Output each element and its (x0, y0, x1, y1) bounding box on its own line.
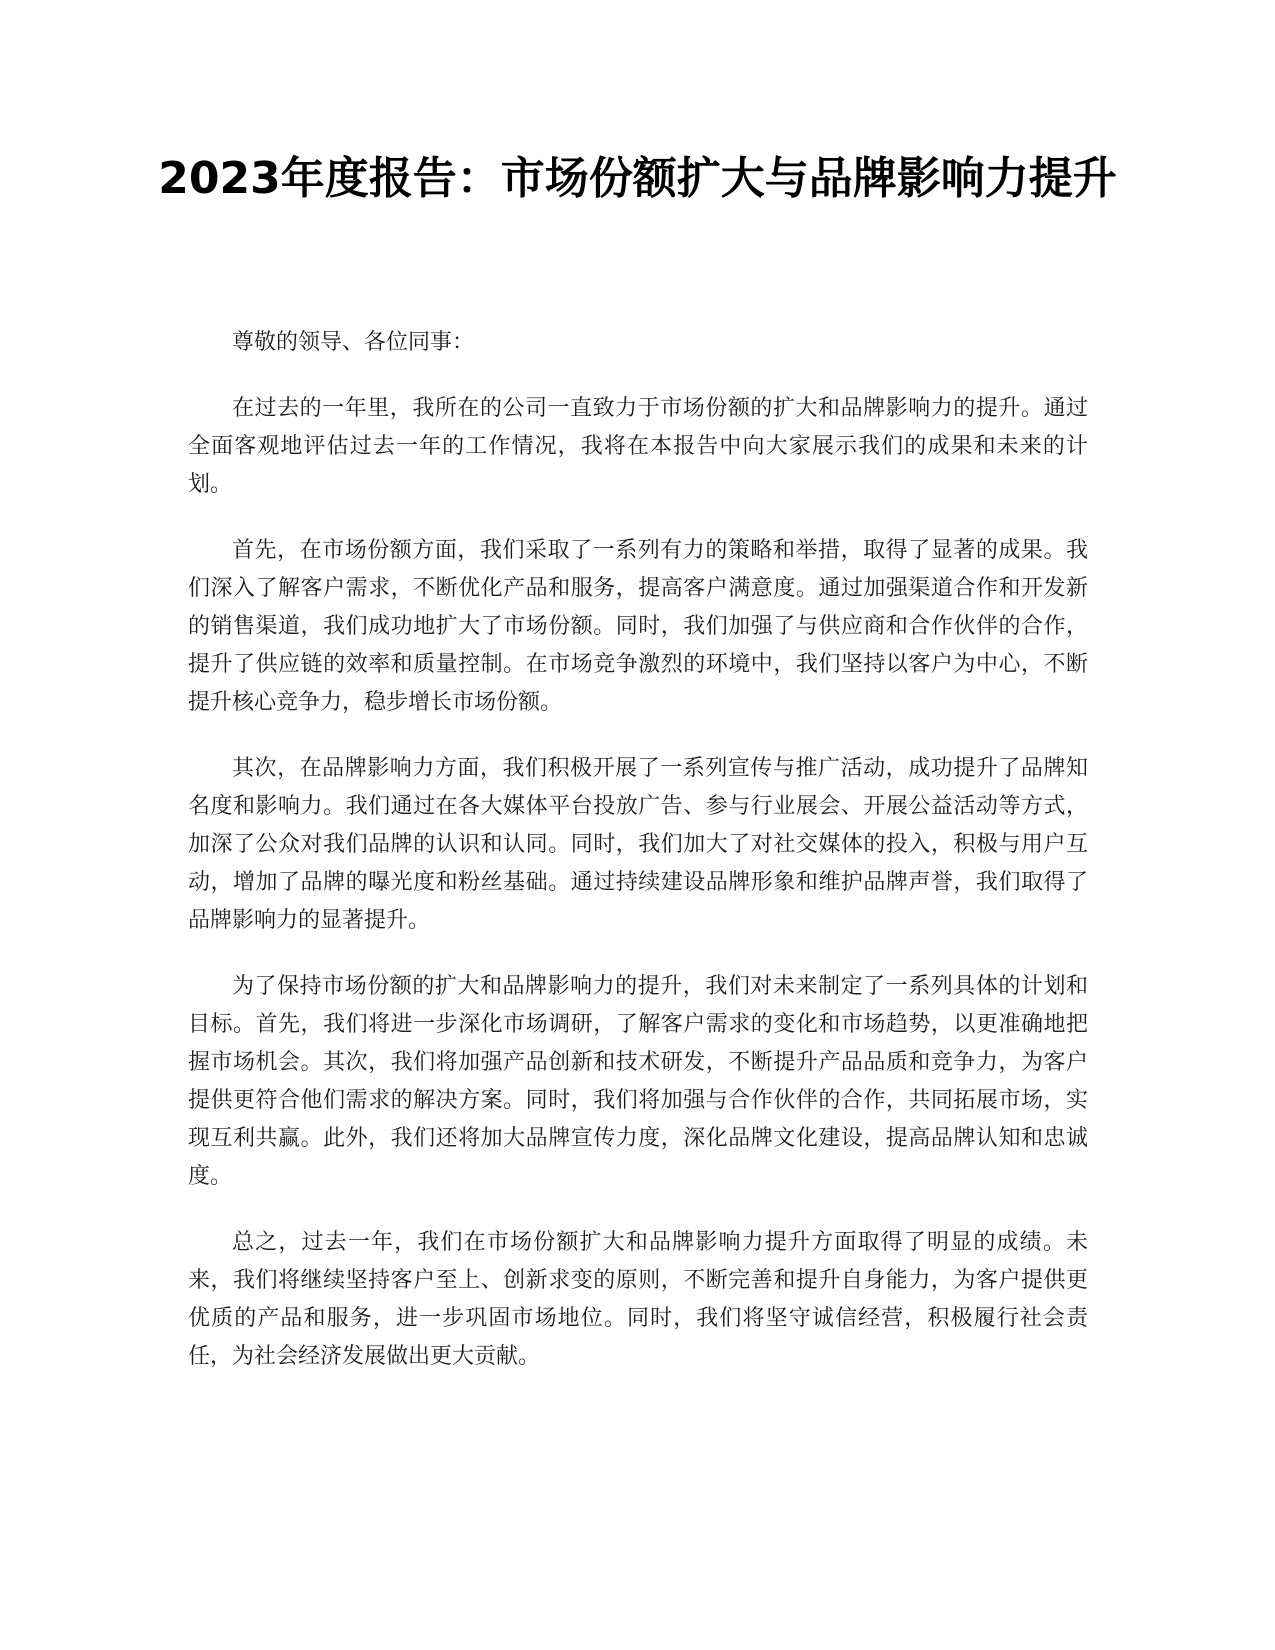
paragraph-future-plans: 为了保持市场份额的扩大和品牌影响力的提升，我们对未来制定了一系列具体的计划和目标。首先，我们将进一步深化市场调研，了解客户需求的变化和市场趋势，以更准确地把握市场机会。其次，我们将加强产品创新和技术研发，不断提升产品品质和竞争力，为客户提供更符合他们需求的解决方案。同时，我们将加强与合作伙伴的合作，共同拓展市场，实现互利共赢。此外，我们还将加大品牌宣传力度，深化品牌文化建设，提高品牌认知和忠诚度。 (188, 974, 1088, 1189)
paragraph-brand-influence: 其次，在品牌影响力方面，我们积极开展了一系列宣传与推广活动，成功提升了品牌知名度和影响力。我们通过在各大媒体平台投放广告、参与行业展会、开展公益活动等方式，加深了公众对我们品牌的认识和认同。同时，我们加大了对社交媒体的投入，积极与用户互动，增加了品牌的曝光度和粉丝基础。通过持续建设品牌形象和维护品牌声誉，我们取得了品牌影响力的显著提升。 (188, 756, 1088, 933)
paragraph-market-share: 首先，在市场份额方面，我们采取了一系列有力的策略和举措，取得了显著的成果。我们深入了解客户需求，不断优化产品和服务，提高客户满意度。通过加强渠道合作和开发新的销售渠道，我们成功地扩大了市场份额。同时，我们加强了与供应商和合作伙伴的合作，提升了供应链的效率和质量控制。在市场竞争激烈的环境中，我们坚持以客户为中心，不断提升核心竞争力，稳步增长市场份额。 (188, 538, 1088, 715)
document-body (188, 324, 1088, 1404)
document-title: 2023年度报告：市场份额扩大与品牌影响力提升 (158, 153, 1117, 204)
paragraph-conclusion: 总之，过去一年，我们在市场份额扩大和品牌影响力提升方面取得了明显的成绩。未来，我们将继续坚持客户至上、创新求变的原则，不断完善和提升自身能力，为客户提供更优质的产品和服务，进一步巩固市场地位。同时，我们将坚守诚信经营，积极履行社会责任，为社会经济发展做出更大贡献。 (188, 1230, 1088, 1369)
greeting: 尊敬的领导、各位同事： (232, 330, 475, 355)
paragraph-intro: 在过去的一年里，我所在的公司一直致力于市场份额的扩大和品牌影响力的提升。通过全面客观地评估过去一年的工作情况，我将在本报告中向大家展示我们的成果和未来的计划。 (188, 396, 1088, 497)
